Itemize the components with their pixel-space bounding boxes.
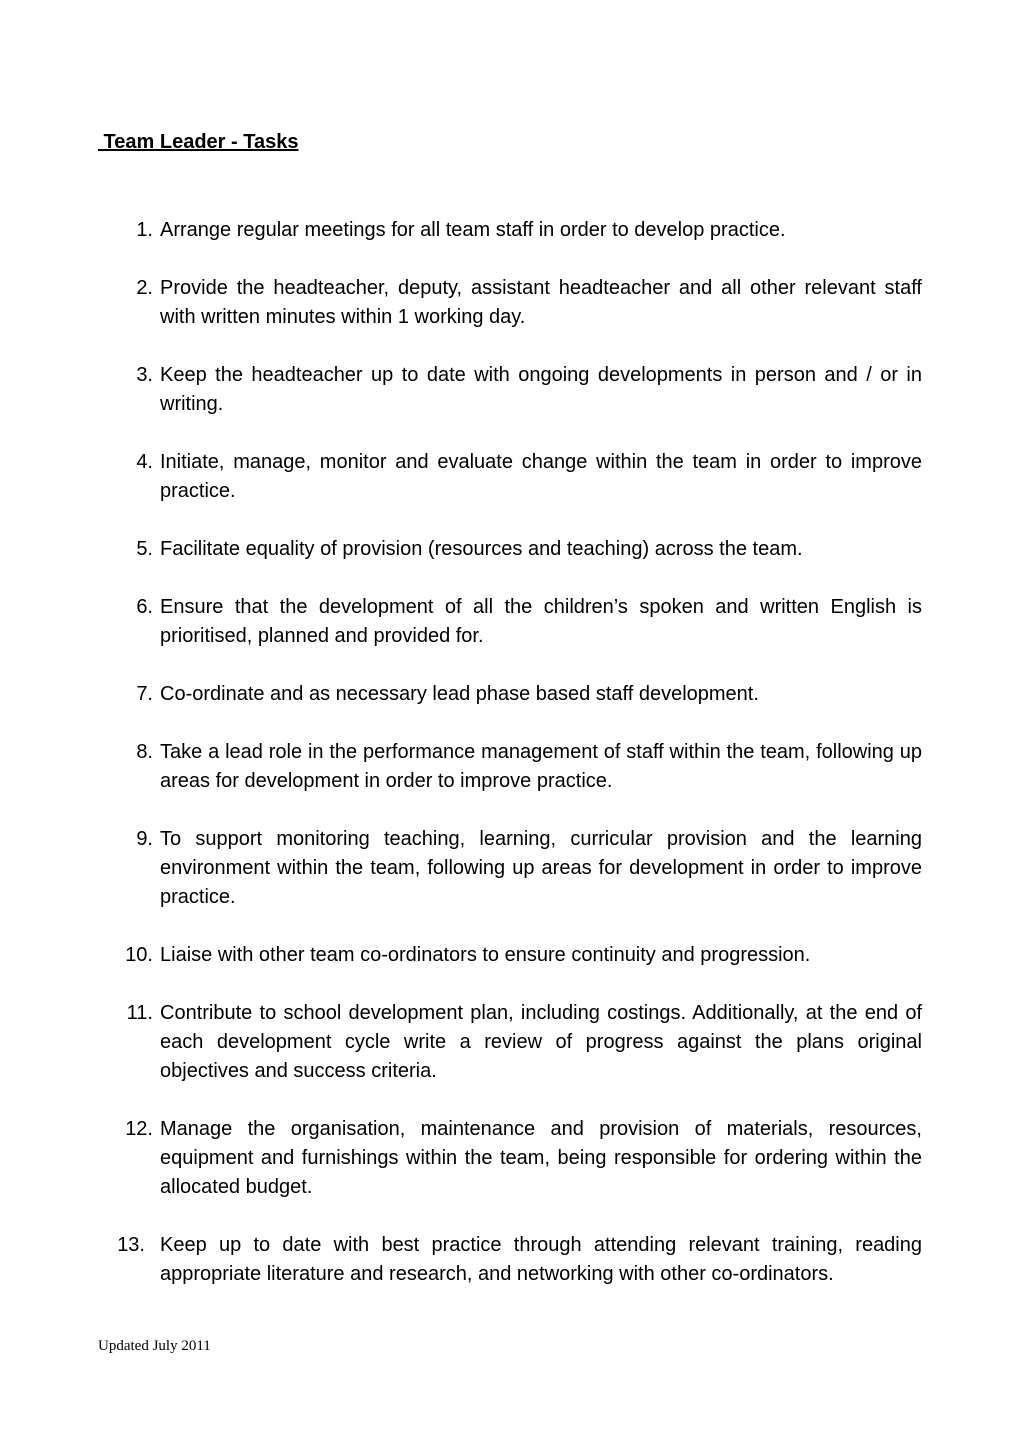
task-number: 11.	[126, 1002, 153, 1024]
task-number: 13.	[117, 1234, 145, 1256]
task-number: 4.	[136, 451, 153, 473]
task-number: 7.	[136, 683, 153, 705]
task-text: To support monitoring teaching, learning, curricular provision and the learning environment within the team, following up areas for development in order to improve practice.	[160, 828, 922, 908]
task-text: Arrange regular meetings for all team staff in order to develop practice.	[160, 219, 786, 241]
task-text: Manage the organisation, maintenance and provision of materials, resources, equipment and furnishings within the team, being responsible for ordering within the allocated budget.	[160, 1118, 922, 1198]
task-number: 1.	[136, 219, 153, 241]
task-item-10	[100, 941, 922, 970]
task-item-1	[100, 216, 922, 245]
page-title: Team Leader - Tasks	[98, 131, 299, 153]
task-text: Keep the headteacher up to date with ongoing developments in person and / or in writing.	[160, 364, 922, 415]
task-text: Liaise with other team co-ordinators to ensure continuity and progression.	[160, 944, 811, 966]
task-text: Keep up to date with best practice through attending relevant training, reading appropriate literature and research, and networking with other co-ordinators.	[160, 1234, 922, 1285]
task-item-3	[100, 361, 922, 419]
task-number: 10.	[125, 944, 153, 966]
task-item-11	[100, 999, 922, 1086]
task-text: Initiate, manage, monitor and evaluate change within the team in order to improve practice.	[160, 451, 922, 502]
task-item-6	[100, 593, 922, 651]
task-item-4	[100, 448, 922, 506]
task-number: 2.	[136, 277, 153, 299]
task-number: 3.	[136, 364, 153, 386]
task-text: Ensure that the development of all the children’s spoken and written English is prioritised, planned and provided for.	[160, 596, 922, 647]
task-number: 6.	[136, 596, 153, 618]
task-item-5	[100, 535, 922, 564]
task-text: Co-ordinate and as necessary lead phase based staff development.	[160, 683, 759, 705]
task-number: 8.	[136, 741, 153, 763]
task-number: 9.	[136, 828, 153, 850]
task-text: Facilitate equality of provision (resources and teaching) across the team.	[160, 538, 803, 560]
task-item-12	[100, 1115, 922, 1202]
task-item-13	[100, 1231, 922, 1289]
task-number: 5.	[136, 538, 153, 560]
task-item-8	[100, 738, 922, 796]
task-text: Take a lead role in the performance management of staff within the team, following up areas for development in order to improve practice.	[160, 741, 922, 792]
task-item-9	[100, 825, 922, 912]
task-text: Provide the headteacher, deputy, assistant headteacher and all other relevant staff with written minutes within 1 working day.	[160, 277, 922, 328]
task-text: Contribute to school development plan, including costings. Additionally, at the end of each development cycle write a review of progress against the plans original objectives and success criteria.	[160, 1002, 922, 1082]
task-item-2	[100, 274, 922, 332]
footer-updated-date: Updated July 2011	[98, 1338, 211, 1354]
task-item-7	[100, 680, 922, 709]
task-list	[100, 216, 922, 1318]
task-number: 12.	[125, 1118, 153, 1140]
